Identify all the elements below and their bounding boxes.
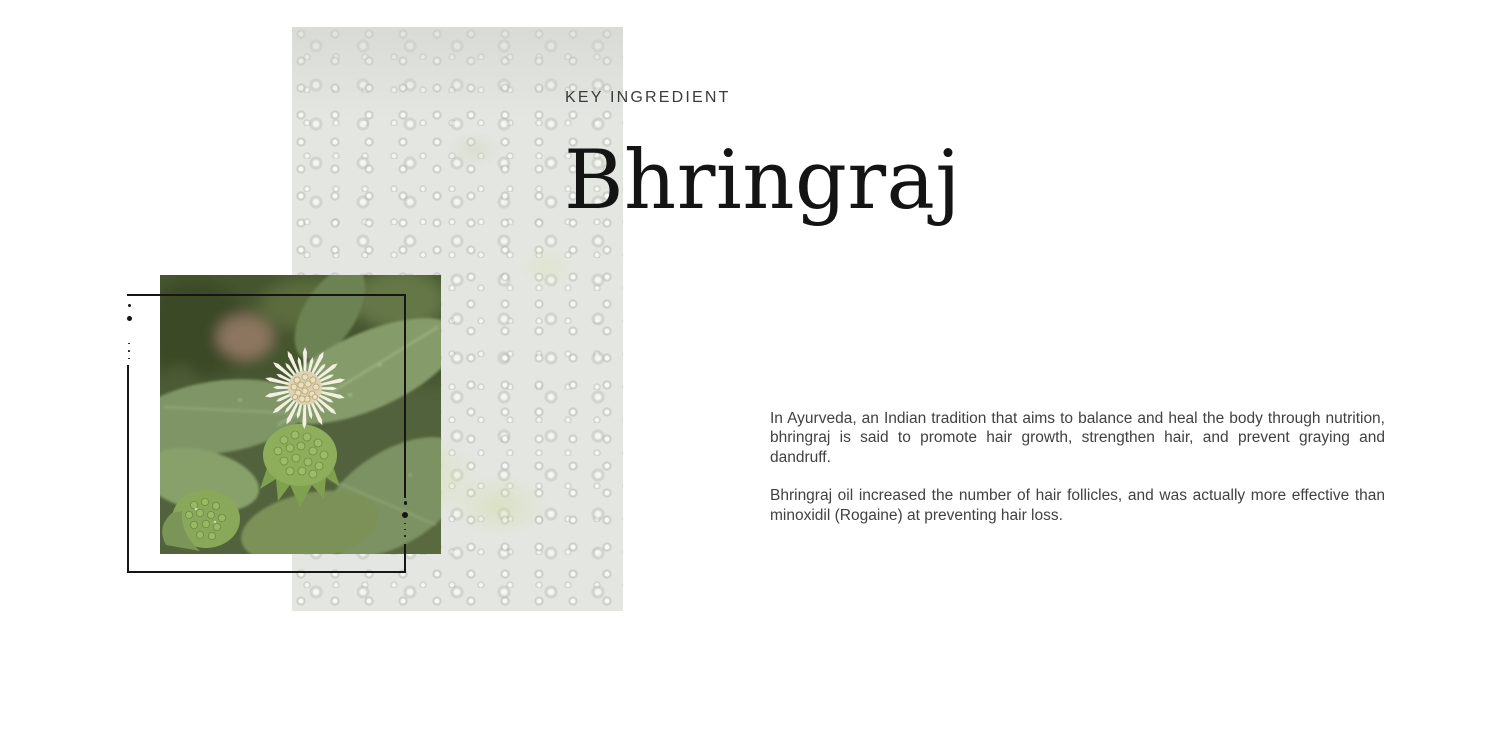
- bhringraj-photo: [160, 275, 441, 554]
- accent-dot-tiny-left: [128, 358, 130, 360]
- accent-dot-tiny-left: [128, 343, 130, 345]
- frame-line-left: [127, 365, 129, 573]
- accent-dot-tiny-left: [128, 350, 130, 352]
- eyebrow-label: KEY INGREDIENT: [565, 89, 731, 106]
- bhringraj-photo-image: [160, 275, 441, 554]
- body-copy: [770, 409, 1385, 544]
- accent-dot-large-left: [127, 316, 133, 322]
- accent-dot-small-left: [128, 304, 131, 307]
- paragraph-ayurveda: In Ayurveda, an Indian tradition that aims to balance and heal the body through nutrition, bhringraj is said to promote hair growth, strengthen hair, and prevent graying and dandruff.: [770, 410, 1385, 466]
- paragraph-oil-study: Bhringraj oil increased the number of hair follicles, and was actually more effective than minoxidil (Rogaine) at preventing hair loss.: [770, 487, 1385, 524]
- page-title: Bhringraj: [564, 134, 961, 228]
